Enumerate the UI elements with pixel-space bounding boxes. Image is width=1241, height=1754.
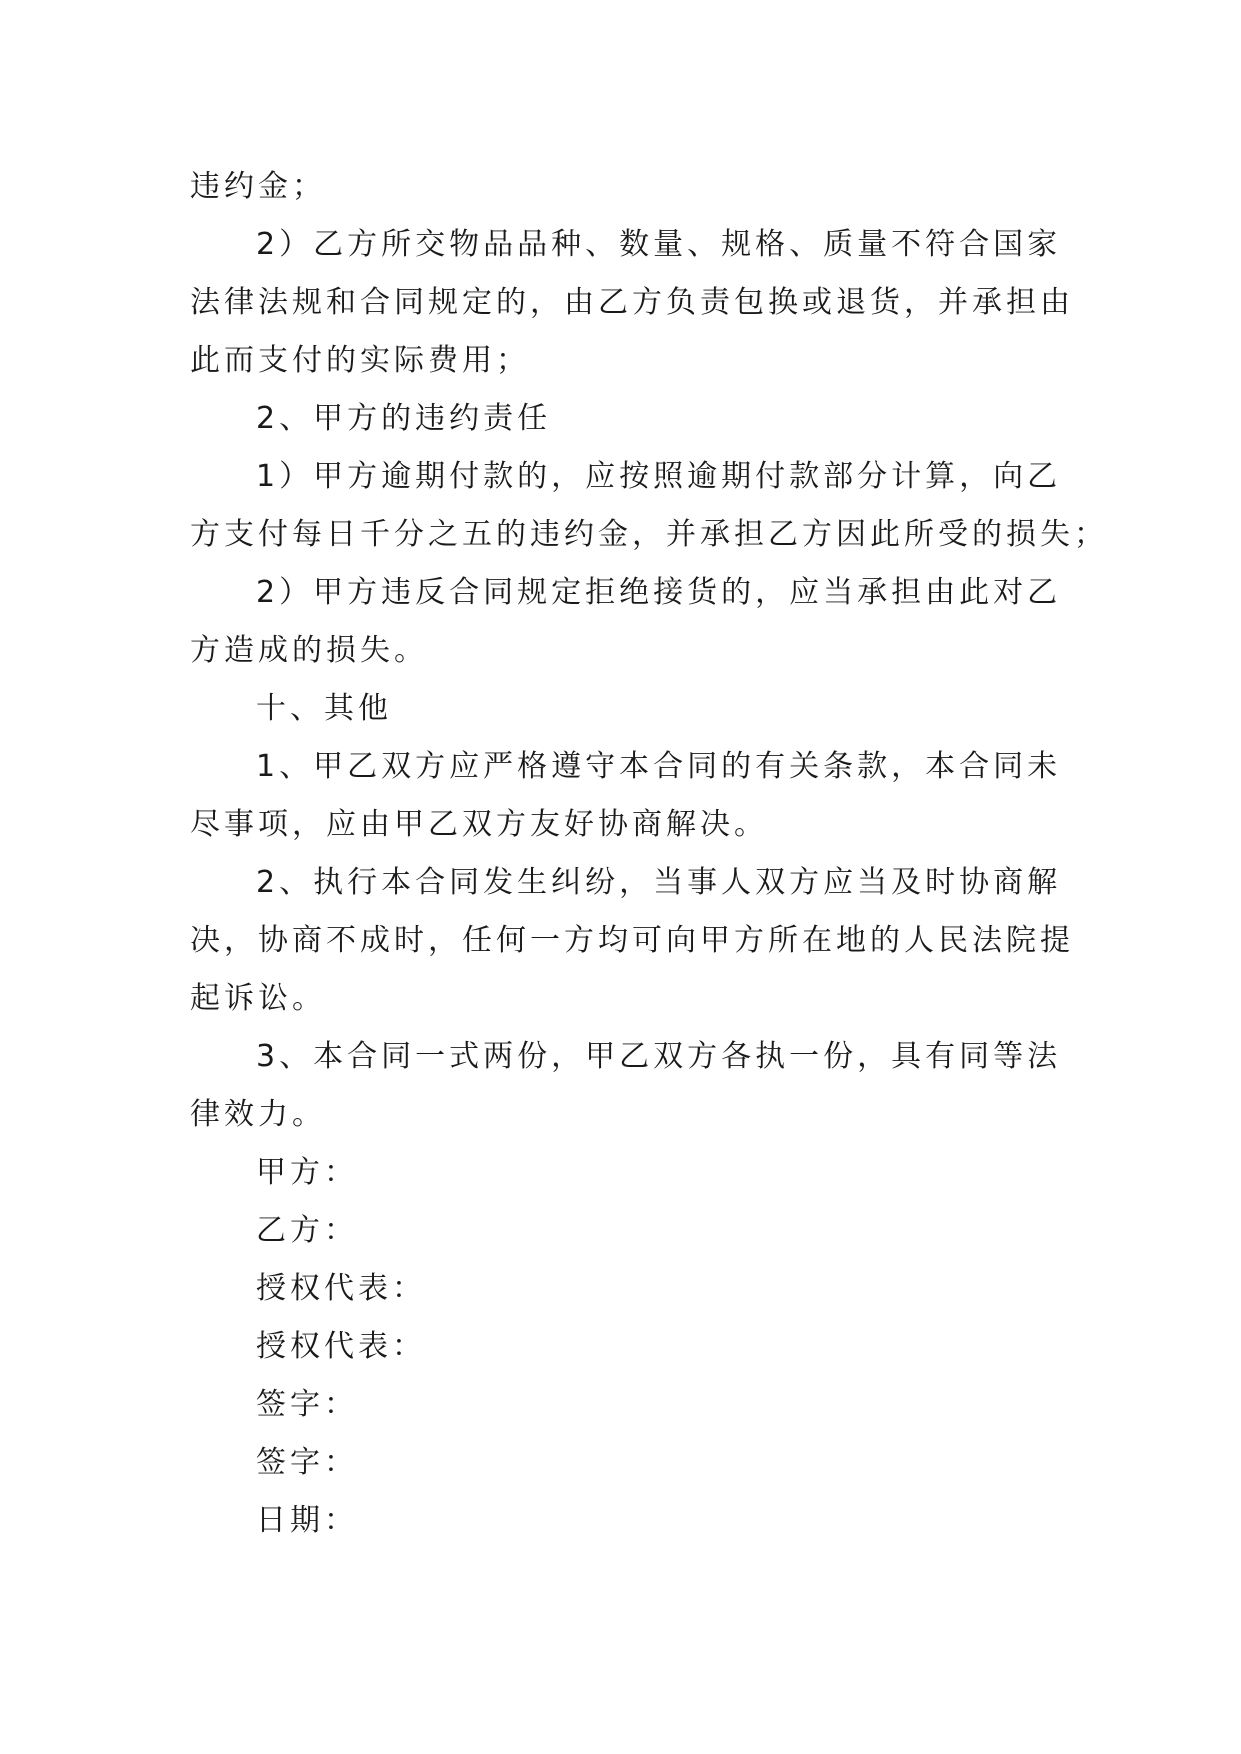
text-line: 2）甲方违反合同规定拒绝接货的，应当承担由此对乙 — [256, 575, 1062, 610]
text-line: 决，协商不成时，任何一方均可向甲方所在地的人民法院提 — [190, 923, 1074, 958]
text-line: 方支付每日千分之五的违约金，并承担乙方因此所受的损失； — [190, 517, 1108, 552]
signature-label-representative: 授权代表： — [256, 1271, 426, 1306]
signature-label-sign: 签字： — [256, 1445, 358, 1480]
text-line: 方造成的损失。 — [190, 633, 428, 668]
text-line: 尽事项，应由甲乙双方友好协商解决。 — [190, 807, 768, 842]
signature-label-party-a: 甲方： — [256, 1155, 358, 1190]
text-line: 1、甲乙双方应严格遵守本合同的有关条款，本合同未 — [256, 749, 1062, 784]
signature-label-representative: 授权代表： — [256, 1329, 426, 1364]
signature-label-sign: 签字： — [256, 1387, 358, 1422]
document-body — [190, 158, 1108, 1550]
text-line: 2）乙方所交物品品种、数量、规格、质量不符合国家 — [256, 227, 1062, 262]
signature-label-party-b: 乙方： — [256, 1213, 358, 1248]
signature-label-date: 日期： — [256, 1503, 358, 1538]
section-heading: 2、甲方的违约责任 — [256, 401, 552, 436]
text-line: 违约金； — [190, 169, 326, 204]
text-line: 1）甲方逾期付款的，应按照逾期付款部分计算，向乙 — [256, 459, 1062, 494]
text-line: 2、执行本合同发生纠纷，当事人双方应当及时协商解 — [256, 865, 1062, 900]
text-line: 此而支付的实际费用； — [190, 343, 530, 378]
text-line: 法律法规和合同规定的，由乙方负责包换或退货，并承担由 — [190, 285, 1074, 320]
section-heading: 十、其他 — [256, 691, 392, 726]
text-line: 3、本合同一式两份，甲乙双方各执一份，具有同等法 — [256, 1039, 1062, 1074]
text-line: 起诉讼。 — [190, 981, 326, 1016]
text-line: 律效力。 — [190, 1097, 326, 1132]
